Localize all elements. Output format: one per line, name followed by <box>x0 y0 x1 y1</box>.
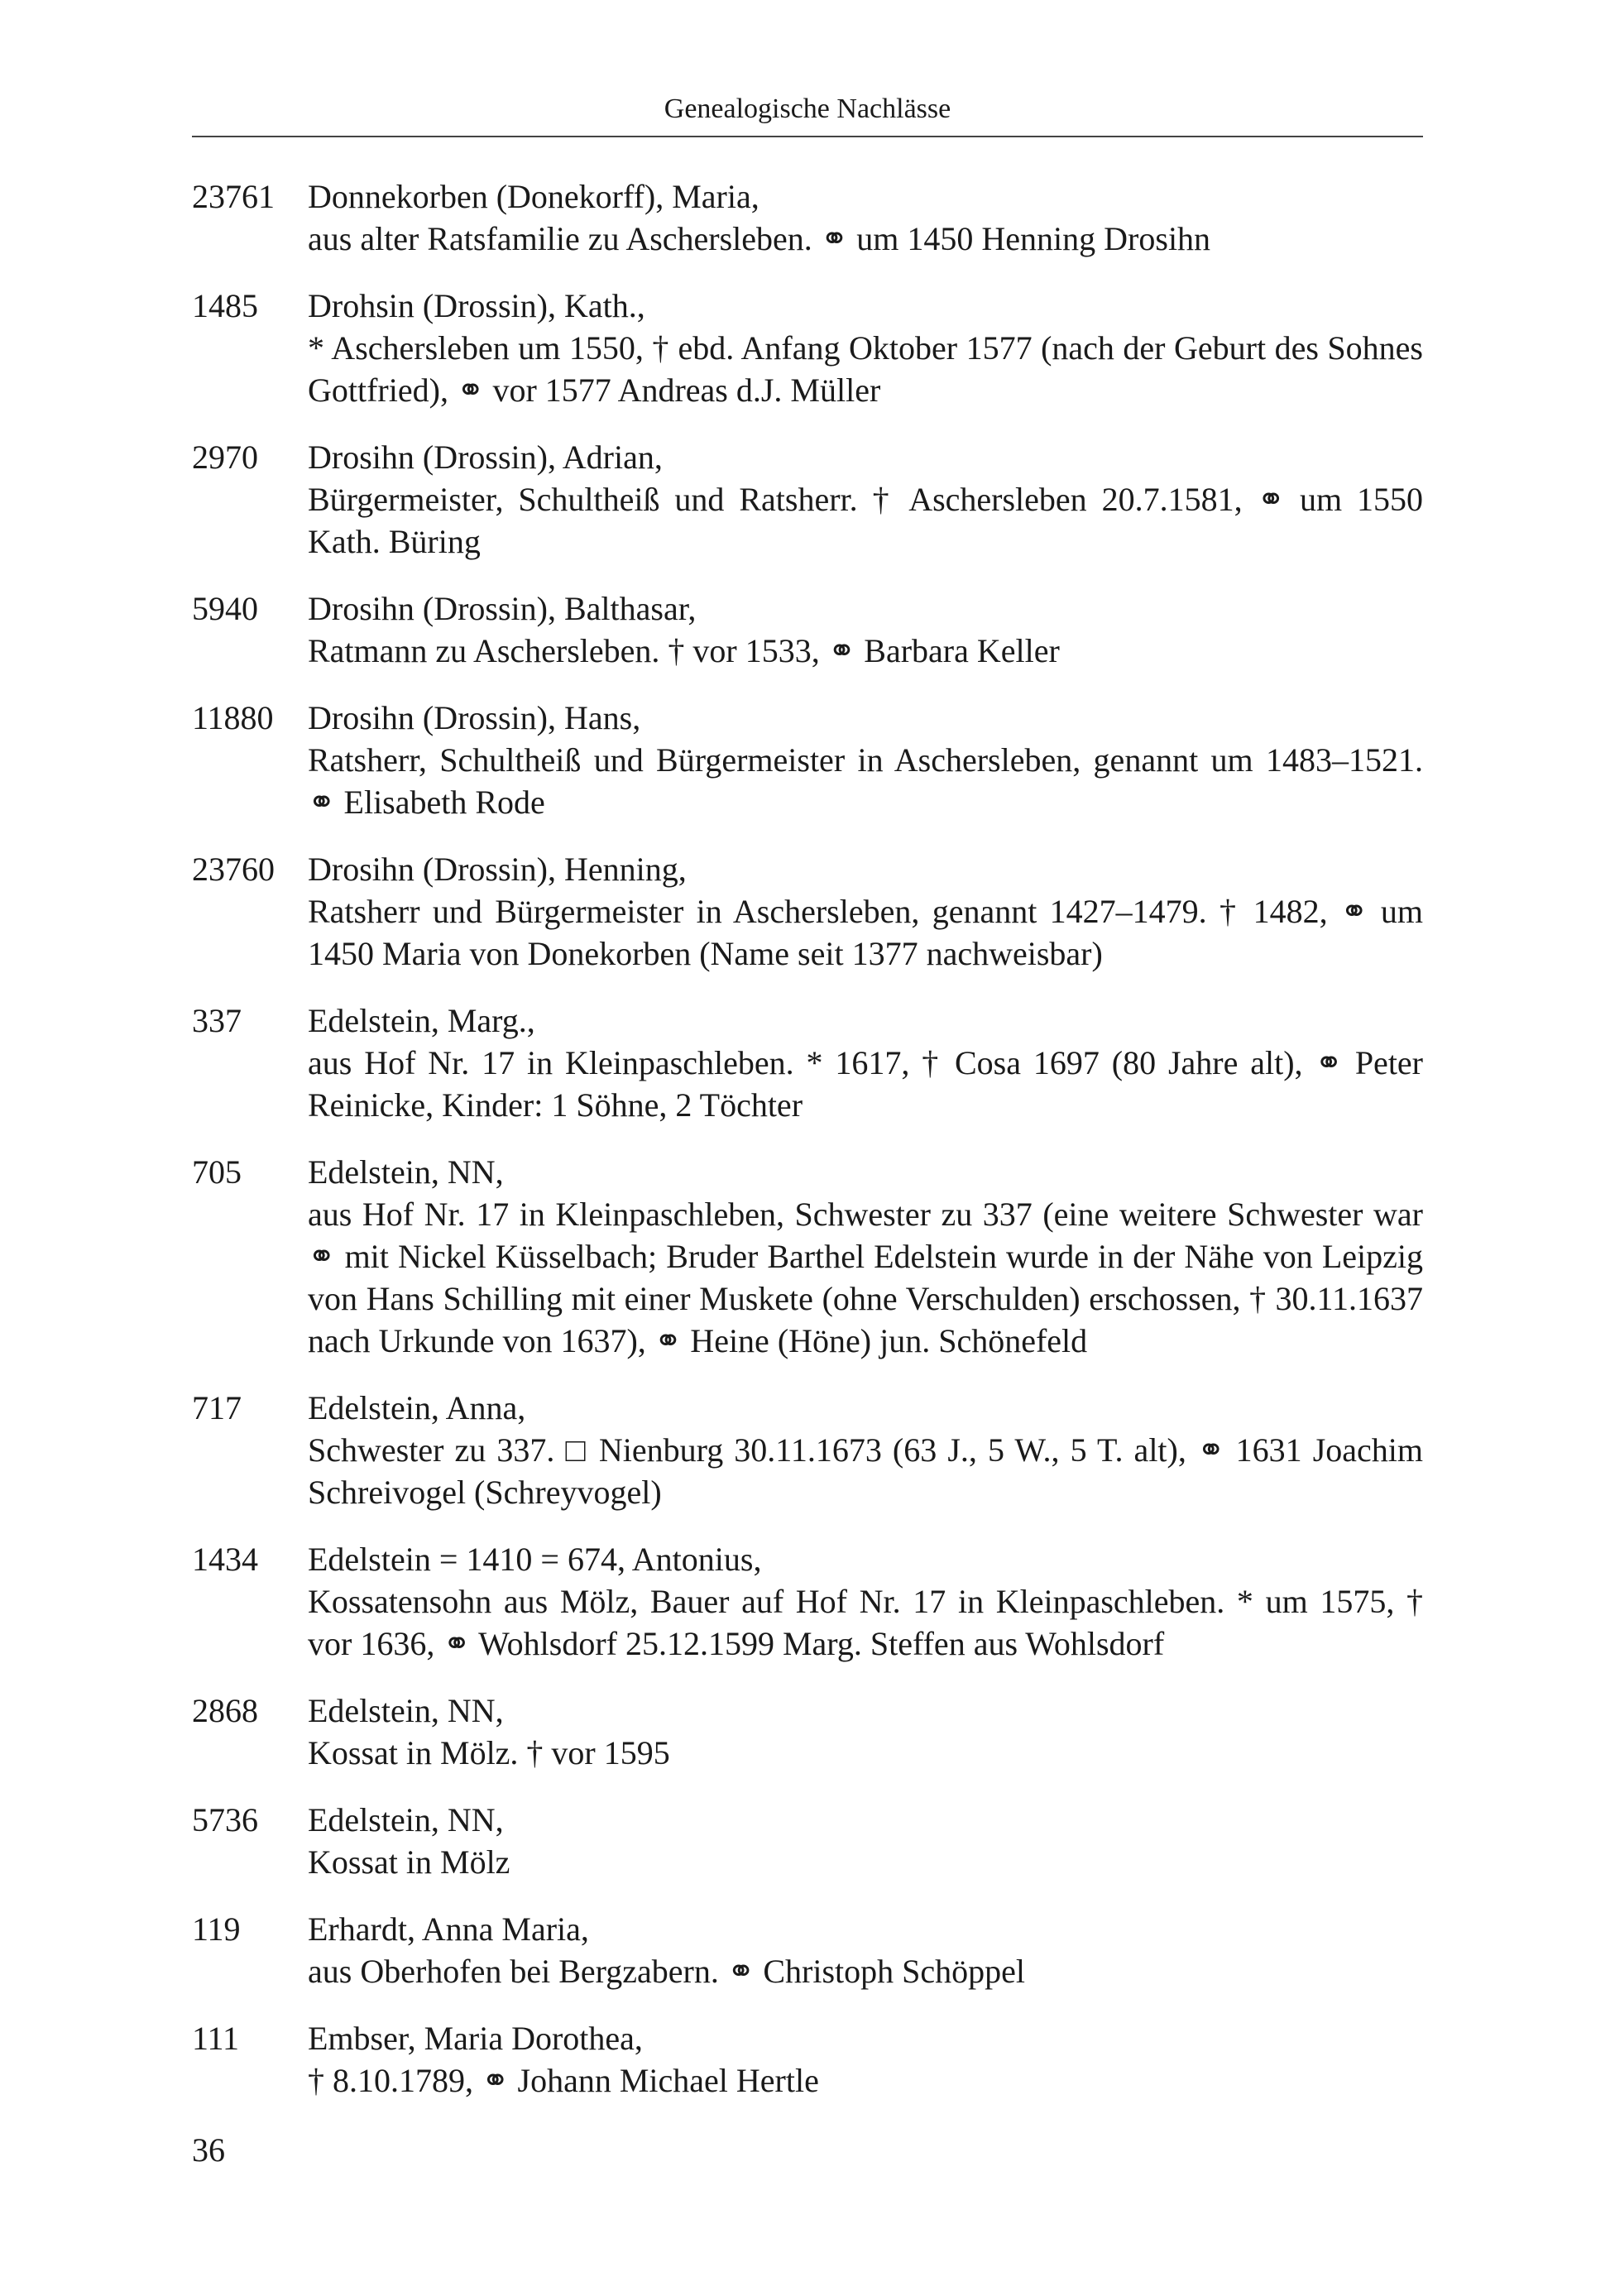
entry-body <box>308 1387 1423 1513</box>
entry-body <box>308 175 1423 260</box>
page-number: 36 <box>192 2131 225 2169</box>
entry-number: 1485 <box>192 287 258 324</box>
entry-name: Donnekorben (Donekorff), Maria, <box>308 178 759 215</box>
entry-name: Edelstein = 1410 = 674, Antonius, <box>308 1541 762 1578</box>
entry-number: 337 <box>192 1002 242 1039</box>
entry-number: 5940 <box>192 590 258 627</box>
entry-number: 1434 <box>192 1541 258 1578</box>
entry-number: 11880 <box>192 699 274 736</box>
entry-number: 119 <box>192 1910 241 1948</box>
entry-description: Ratsherr, Schultheiß und Bürgermeister in Aschersleben, genannt um 1483–1521. ⚭ Elisabeth Rode <box>308 741 1423 821</box>
entry-description: Bürgermeister, Schultheiß und Ratsherr. † Aschersleben 20.7.1581, ⚭ um 1550 Kath. Büring <box>308 481 1423 560</box>
entry <box>192 1387 1423 1513</box>
entry-name: Drosihn (Drossin), Adrian, <box>308 439 663 476</box>
entry-number: 2868 <box>192 1692 258 1729</box>
entry-name: Drosihn (Drossin), Balthasar, <box>308 590 697 627</box>
entry-name: Edelstein, Anna, <box>308 1389 526 1426</box>
entry-body <box>308 999 1423 1126</box>
entry <box>192 1908 1423 1992</box>
entry-body <box>308 587 1423 672</box>
entry-description: Kossat in Mölz <box>308 1843 510 1881</box>
entry-description: aus Oberhofen bei Bergzabern. ⚭ Christoph Schöppel <box>308 1953 1026 1990</box>
entry-number: 2970 <box>192 439 258 476</box>
entry-number: 5736 <box>192 1801 258 1838</box>
entry-description: † 8.10.1789, ⚭ Johann Michael Hertle <box>308 2062 819 2099</box>
entry <box>192 1538 1423 1665</box>
entry-description: aus alter Ratsfamilie zu Aschersleben. ⚭ um 1450 Henning Drosihn <box>308 220 1211 257</box>
entry-description: Kossatensohn aus Mölz, Bauer auf Hof Nr. 17 in Kleinpaschleben. * um 1575, † vor 1636, ⚭ Wohlsdorf 25.12.1599 Marg. Steffen aus Wohlsdorf <box>308 1583 1423 1662</box>
entry-body <box>308 285 1423 411</box>
entry-description: aus Hof Nr. 17 in Kleinpaschleben, Schwester zu 337 (eine weitere Schwester war ⚭ mit Nickel Küsselbach; Bruder Barthel Edelstein wurde in der Nähe von Leipzig von Hans Schilling mit einer Muskete (ohne Verschulden) erschossen, † 30.11.1637 nach Urkunde von 1637), ⚭ Heine (Höne) jun. Schönefeld <box>308 1196 1423 1359</box>
entry-number: 23761 <box>192 178 275 215</box>
entry-description: * Aschersleben um 1550, † ebd. Anfang Oktober 1577 (nach der Geburt des Sohnes Gottfried), ⚭ vor 1577 Andreas d.J. Müller <box>308 329 1423 409</box>
entry-body <box>308 1538 1423 1665</box>
page <box>192 0 1423 2296</box>
entry-description: Kossat in Mölz. † vor 1595 <box>308 1734 670 1771</box>
entry-body <box>308 848 1423 975</box>
entry-description: aus Hof Nr. 17 in Kleinpaschleben. * 1617, † Cosa 1697 (80 Jahre alt), ⚭ Peter Reinicke, Kinder: 1 Söhne, 2 Töchter <box>308 1044 1423 1124</box>
entry <box>192 1690 1423 1774</box>
entry <box>192 285 1423 411</box>
entry-body <box>308 1799 1423 1883</box>
entry-number: 111 <box>192 2020 240 2057</box>
entry-name: Drosihn (Drossin), Henning, <box>308 851 687 888</box>
entry-body <box>308 697 1423 823</box>
entry-body <box>308 1690 1423 1774</box>
entry-name: Edelstein, NN, <box>308 1801 504 1838</box>
entry-name: Embser, Maria Dorothea, <box>308 2020 643 2057</box>
entry-number: 717 <box>192 1389 242 1426</box>
entry <box>192 2017 1423 2102</box>
entry-number: 705 <box>192 1153 242 1191</box>
entry-body <box>308 1151 1423 1362</box>
entry-body <box>308 436 1423 563</box>
entry <box>192 697 1423 823</box>
entry <box>192 436 1423 563</box>
entry-name: Edelstein, NN, <box>308 1692 504 1729</box>
entry <box>192 587 1423 672</box>
header-rule <box>192 136 1423 137</box>
entry <box>192 1151 1423 1362</box>
entry-name: Drohsin (Drossin), Kath., <box>308 287 645 324</box>
entry-name: Edelstein, Marg., <box>308 1002 535 1039</box>
entry-description: Schwester zu 337. □ Nienburg 30.11.1673 (63 J., 5 W., 5 T. alt), ⚭ 1631 Joachim Schreivogel (Schreyvogel) <box>308 1431 1423 1511</box>
entry-body <box>308 2017 1423 2102</box>
entry <box>192 175 1423 260</box>
entry-body <box>308 1908 1423 1992</box>
entry-description: Ratsherr und Bürgermeister in Aschersleben, genannt 1427–1479. † 1482, ⚭ um 1450 Maria von Donekorben (Name seit 1377 nachweisbar) <box>308 893 1423 972</box>
entry-number: 23760 <box>192 851 275 888</box>
entry-list <box>192 175 1423 2126</box>
running-head: Genealogische Nachlässe <box>664 93 951 124</box>
entry <box>192 999 1423 1126</box>
entry <box>192 848 1423 975</box>
entry <box>192 1799 1423 1883</box>
entry-name: Edelstein, NN, <box>308 1153 504 1191</box>
entry-name: Drosihn (Drossin), Hans, <box>308 699 641 736</box>
entry-name: Erhardt, Anna Maria, <box>308 1910 589 1948</box>
entry-description: Ratmann zu Aschersleben. † vor 1533, ⚭ Barbara Keller <box>308 632 1060 669</box>
